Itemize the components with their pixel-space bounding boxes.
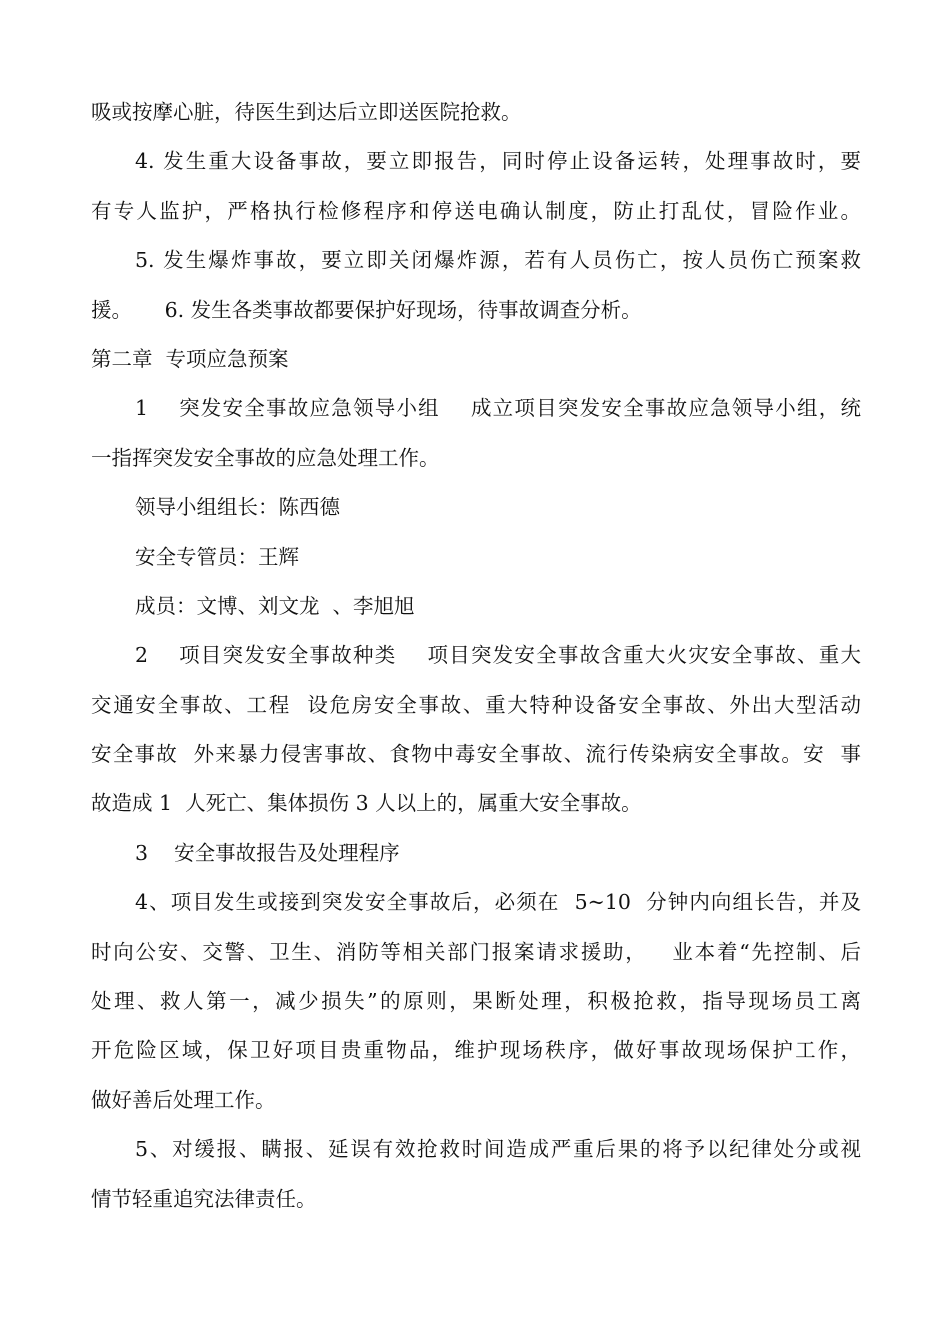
- chapter-heading: 第二章 专项应急预案: [91, 346, 289, 371]
- section-heading: 2 项目突发安全事故种类 项目突发安全事故含重大火灾安全事故、重大: [135, 643, 861, 668]
- section-heading: 1 突发安全事故应急领导小组 成立项目突发安全事故应急领导小组，统: [135, 396, 861, 421]
- document-body: [91, 88, 861, 1224]
- text-line: 处理、救人第一，减少损失”的原则，果断处理，积极抢救，指导现场员工离: [91, 989, 861, 1014]
- text-line: 有专人监护，严格执行检修程序和停送电确认制度，防止打乱仗，冒险作业。: [91, 198, 861, 223]
- text-line: 5、对缓报、瞒报、延误有效抢救时间造成严重后果的将予以纪律处分或视: [135, 1137, 861, 1162]
- text-line: 4、项目发生或接到突发安全事故后，必须在 5~10 分钟内向组长告，并及: [135, 890, 861, 915]
- text-line: 交通安全事故、工程 设危房安全事故、重大特种设备安全事故、外出大型活动: [91, 692, 861, 717]
- text-line: 安全事故 外来暴力侵害事故、食物中毒安全事故、流行传染病安全事故。安 事: [91, 742, 861, 767]
- text-line: 领导小组组长：陈西德: [135, 495, 340, 520]
- text-line: 做好善后处理工作。: [91, 1087, 276, 1112]
- text-line: 吸或按摩心脏，待医生到达后立即送医院抢救。: [91, 100, 522, 124]
- text-line: 情节轻重追究法律责任。: [91, 1186, 317, 1211]
- text-line: 安全专管员：王辉: [135, 544, 299, 569]
- text-line: 援。 6. 发生各类事故都要保护好现场，待事故调查分析。: [91, 297, 642, 322]
- text-line: 开危险区域，保卫好项目贵重物品，维护现场秩序，做好事故现场保护工作，: [91, 1038, 861, 1063]
- section-heading: 3 安全事故报告及处理程序: [135, 840, 400, 865]
- text-line: 4. 发生重大设备事故，要立即报告，同时停止设备运转，处理事故时，要: [135, 149, 861, 174]
- text-line: 5. 发生爆炸事故，要立即关闭爆炸源，若有人员伤亡，按人员伤亡预案救: [135, 248, 861, 273]
- text-line: 一指挥突发安全事故的应急处理工作。: [91, 445, 440, 470]
- text-line: 时向公安、交警、卫生、消防等相关部门报案请求援助， 业本着“先控制、后: [91, 939, 861, 964]
- text-line: 成员：文博、刘文龙 、李旭旭: [135, 593, 415, 618]
- text-line: 故造成 1 人死亡、集体损伤 3 人以上的，属重大安全事故。: [91, 791, 642, 816]
